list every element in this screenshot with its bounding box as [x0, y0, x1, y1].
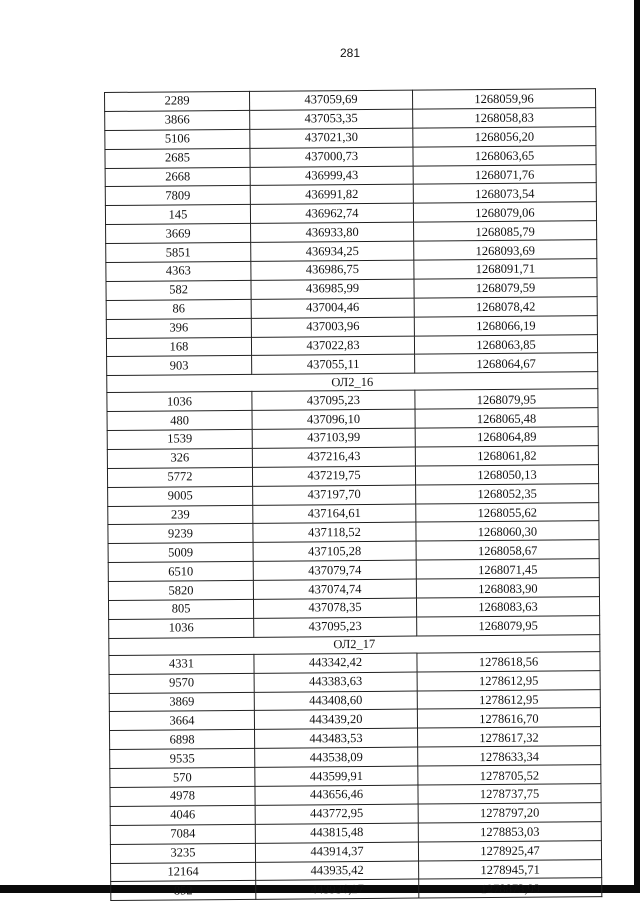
point-number-cell: 4046: [110, 805, 255, 825]
point-number-cell: 3669: [106, 224, 251, 244]
y-coordinate-cell: 1278925,47: [418, 840, 601, 860]
point-number-cell: 7809: [105, 186, 250, 206]
y-coordinate-cell: 1268063,65: [413, 145, 596, 165]
x-coordinate-cell: 437053,35: [250, 109, 413, 129]
y-coordinate-cell: 1268079,95: [415, 389, 598, 409]
y-coordinate-cell: 1278633,34: [418, 746, 601, 766]
point-number-cell: 4331: [109, 654, 254, 674]
section-heading: ОЛ2_16: [107, 372, 598, 393]
coordinates-table-body: [105, 89, 602, 901]
y-coordinate-cell: 1268058,83: [413, 108, 596, 128]
y-coordinate-cell: 1268064,67: [415, 353, 598, 373]
x-coordinate-cell: 437096,10: [252, 409, 415, 429]
point-number-cell: 2668: [105, 167, 250, 187]
x-coordinate-cell: 443935,42: [256, 861, 419, 881]
x-coordinate-cell: 443815,48: [255, 823, 418, 843]
point-number-cell: 5851: [106, 242, 251, 262]
x-coordinate-cell: 443439,20: [254, 709, 417, 729]
page-number: 281: [339, 46, 361, 60]
y-coordinate-cell: 1268079,59: [414, 278, 597, 298]
x-coordinate-cell: 437078,35: [253, 598, 416, 618]
coordinates-table: [104, 88, 602, 901]
y-coordinate-cell: 1268064,89: [415, 427, 598, 447]
point-number-cell: 326: [107, 448, 252, 468]
x-coordinate-cell: 437079,74: [253, 560, 416, 580]
point-number-cell: 4978: [110, 786, 255, 806]
point-number-cell: 5106: [105, 129, 250, 149]
point-number-cell: 903: [107, 356, 252, 376]
y-coordinate-cell: 1268066,19: [414, 315, 597, 335]
y-coordinate-cell: 1268063,85: [414, 334, 597, 354]
x-coordinate-cell: 436999,43: [250, 166, 413, 186]
y-coordinate-cell: 1268083,90: [416, 578, 599, 598]
point-number-cell: 2289: [105, 91, 250, 111]
point-number-cell: 805: [108, 599, 253, 619]
point-number-cell: 5820: [108, 580, 253, 600]
point-number-cell: 239: [108, 505, 253, 525]
x-coordinate-cell: 436934,25: [251, 241, 414, 261]
y-coordinate-cell: 1278853,03: [418, 821, 601, 841]
point-number-cell: 9239: [108, 524, 253, 544]
point-number-cell: 6510: [108, 562, 253, 582]
point-number-cell: 396: [106, 318, 251, 338]
y-coordinate-cell: 1268093,69: [414, 240, 597, 260]
y-coordinate-cell: 1268078,42: [414, 296, 597, 316]
point-number-cell: 4363: [106, 261, 251, 281]
y-coordinate-cell: 1278612,95: [417, 689, 600, 709]
x-coordinate-cell: 437216,43: [252, 447, 415, 467]
x-coordinate-cell: 436985,99: [251, 279, 414, 299]
y-coordinate-cell: 1268071,76: [413, 164, 596, 184]
point-number-cell: 5009: [108, 543, 253, 563]
x-coordinate-cell: 437000,73: [250, 147, 413, 167]
x-coordinate-cell: 437059,69: [249, 90, 412, 110]
y-coordinate-cell: 1278612,95: [417, 670, 600, 690]
x-coordinate-cell: 443599,91: [255, 766, 418, 786]
x-coordinate-cell: 443342,42: [254, 653, 417, 673]
x-coordinate-cell: 437105,28: [253, 541, 416, 561]
x-coordinate-cell: 443408,60: [254, 691, 417, 711]
y-coordinate-cell: 1268061,82: [415, 446, 598, 466]
point-number-cell: 7084: [110, 824, 255, 844]
point-number-cell: 3869: [109, 692, 254, 712]
scan-edge-right: [634, 0, 640, 893]
point-number-cell: 168: [106, 337, 251, 357]
section-heading: ОЛ2_17: [109, 634, 600, 655]
y-coordinate-cell: 1278616,70: [417, 708, 600, 728]
point-number-cell: 6898: [110, 730, 255, 750]
x-coordinate-cell: 437197,70: [253, 485, 416, 505]
x-coordinate-cell: 443383,63: [254, 672, 417, 692]
y-coordinate-cell: 1268052,35: [416, 483, 599, 503]
y-coordinate-cell: 1268071,45: [416, 559, 599, 579]
y-coordinate-cell: 1268050,13: [415, 464, 598, 484]
y-coordinate-cell: 1268060,30: [416, 521, 599, 541]
x-coordinate-cell: 443483,53: [255, 728, 418, 748]
x-coordinate-cell: 436962,74: [250, 203, 413, 223]
x-coordinate-cell: 437103,99: [252, 428, 415, 448]
x-coordinate-cell: 437074,74: [253, 579, 416, 599]
x-coordinate-cell: 443656,46: [255, 785, 418, 805]
point-number-cell: 12164: [111, 862, 256, 882]
x-coordinate-cell: 437003,96: [251, 317, 414, 337]
x-coordinate-cell: 437004,46: [251, 298, 414, 318]
point-number-cell: 3235: [110, 843, 255, 863]
x-coordinate-cell: 443914,37: [255, 842, 418, 862]
x-coordinate-cell: 443772,95: [255, 804, 418, 824]
point-number-cell: 3866: [105, 110, 250, 130]
x-coordinate-cell: 437055,11: [252, 355, 415, 375]
y-coordinate-cell: 1268058,67: [416, 540, 599, 560]
y-coordinate-cell: 1268085,79: [414, 221, 597, 241]
y-coordinate-cell: 1268055,62: [416, 502, 599, 522]
x-coordinate-cell: 443936,27: [256, 879, 419, 899]
y-coordinate-cell: 1268091,71: [414, 259, 597, 279]
y-coordinate-cell: 1268059,96: [412, 89, 595, 109]
point-number-cell: 5772: [107, 467, 252, 487]
y-coordinate-cell: 1268079,95: [417, 616, 600, 636]
x-coordinate-cell: 436933,80: [251, 222, 414, 242]
x-coordinate-cell: 437219,75: [252, 466, 415, 486]
x-coordinate-cell: 437164,61: [253, 504, 416, 524]
y-coordinate-cell: 1268065,48: [415, 408, 598, 428]
y-coordinate-cell: 1268083,63: [416, 597, 599, 617]
table-row: [111, 878, 602, 901]
point-number-cell: 9570: [109, 673, 254, 693]
y-coordinate-cell: 1268056,20: [413, 126, 596, 146]
x-coordinate-cell: 437118,52: [253, 523, 416, 543]
point-number-cell: 3664: [109, 711, 254, 731]
x-coordinate-cell: 436986,75: [251, 260, 414, 280]
x-coordinate-cell: 437022,83: [251, 336, 414, 356]
y-coordinate-cell: 1278737,75: [418, 784, 601, 804]
point-number-cell: 1036: [109, 618, 254, 638]
point-number-cell: 582: [106, 280, 251, 300]
y-coordinate-cell: 1268073,54: [413, 183, 596, 203]
point-number-cell: 86: [106, 299, 251, 319]
point-number-cell: 570: [110, 767, 255, 787]
point-number-cell: 145: [105, 205, 250, 225]
point-number-cell: 1036: [107, 392, 252, 412]
y-coordinate-cell: 1278705,52: [418, 765, 601, 785]
y-coordinate-cell: 1278618,56: [417, 651, 600, 671]
point-number-cell: 2685: [105, 148, 250, 168]
x-coordinate-cell: 437095,23: [252, 390, 415, 410]
y-coordinate-cell: 1278797,20: [418, 802, 601, 822]
y-coordinate-cell: 1268079,06: [413, 202, 596, 222]
point-number-cell: 9535: [110, 749, 255, 769]
x-coordinate-cell: 437021,30: [250, 128, 413, 148]
x-coordinate-cell: 437095,23: [254, 617, 417, 637]
y-coordinate-cell: 1278617,32: [418, 727, 601, 747]
y-coordinate-cell: 1278945,71: [419, 859, 602, 879]
y-coordinate-cell: 1278873,99: [419, 878, 602, 898]
x-coordinate-cell: 443538,09: [255, 747, 418, 767]
point-number-cell: 480: [107, 410, 252, 430]
point-number-cell: 1539: [107, 429, 252, 449]
x-coordinate-cell: 436991,82: [250, 185, 413, 205]
point-number-cell: 9005: [108, 486, 253, 506]
point-number-cell: 852: [111, 881, 256, 901]
